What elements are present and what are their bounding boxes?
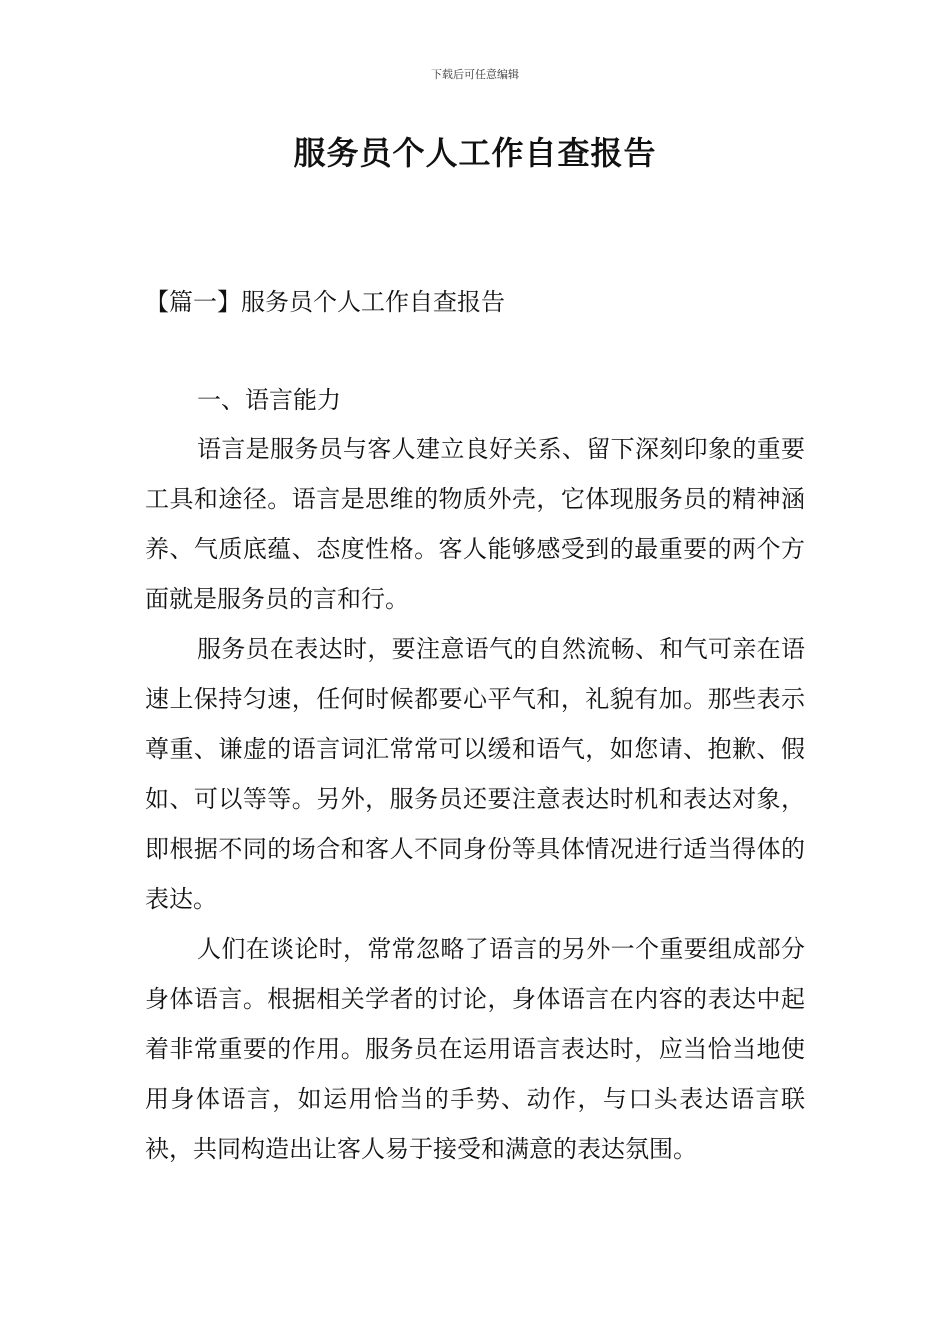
paragraph: 语言是服务员与客人建立良好关系、留下深刻印象的重要工具和途径。语言是思维的物质外壳，它体现服务员的精神涵养、气质底蕴、态度性格。客人能够感受到的最重要的两个方面就是服务员的言和行。 bbox=[145, 435, 805, 613]
header-note: 下载后可任意编辑 bbox=[431, 68, 519, 81]
subheading-language-ability: 一、语言能力 bbox=[197, 386, 341, 414]
paragraph: 服务员在表达时，要注意语气的自然流畅、和气可亲在语速上保持匀速，任何时候都要心平气和，礼貌有加。那些表示尊重、谦虚的语言词汇常常可以缓和语气，如您请、抱歉、假如、可以等等。另外，服务员还要注意表达时机和表达对象，即根据不同的场合和客人不同身份等具体情况进行适当得体的表达。 bbox=[145, 635, 805, 913]
section-heading: 【篇一】服务员个人工作自查报告 bbox=[145, 288, 505, 316]
paragraph: 人们在谈论时，常常忽略了语言的另外一个重要组成部分身体语言。根据相关学者的讨论，身体语言在内容的表达中起着非常重要的作用。服务员在运用语言表达时，应当恰当地使用身体语言，如运用恰当的手势、动作，与口头表达语言联袂，共同构造出让客人易于接受和满意的表达氛围。 bbox=[145, 935, 805, 1163]
body-text bbox=[145, 424, 805, 1174]
document-title: 服务员个人工作自查报告 bbox=[293, 134, 657, 172]
